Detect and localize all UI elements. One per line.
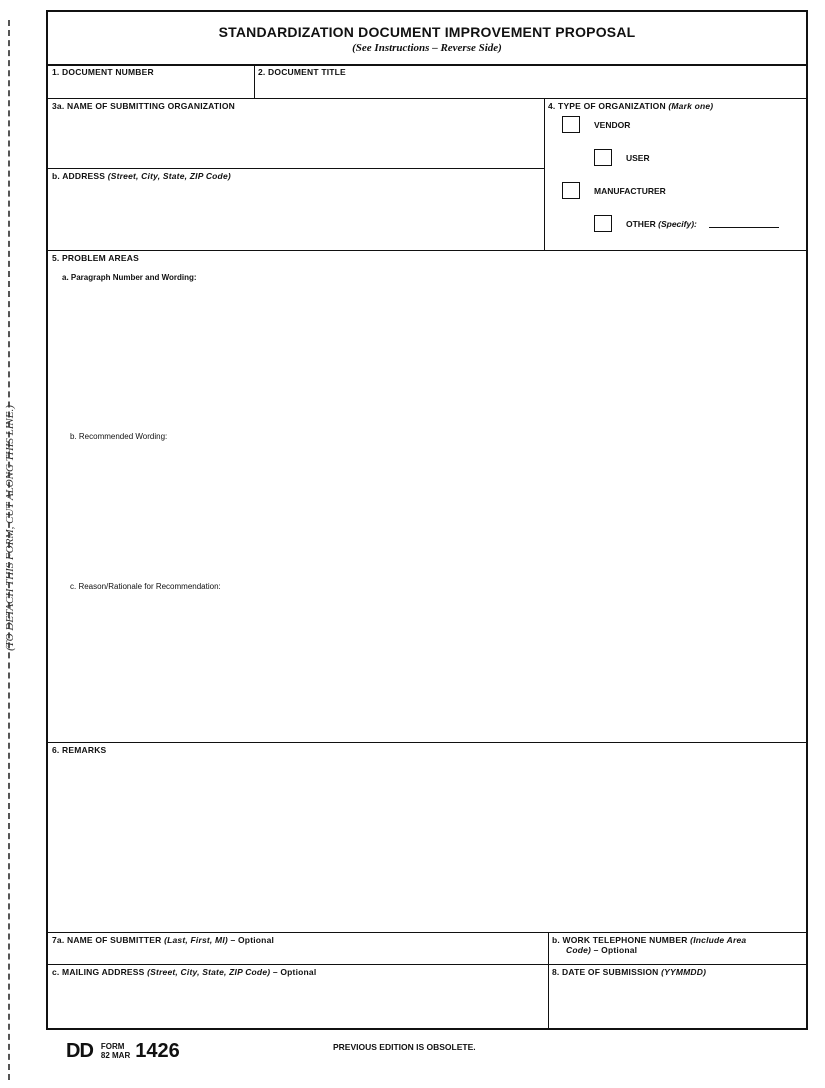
option-manufacturer[interactable] [562, 182, 666, 199]
work-telephone-note-2: Code) [566, 945, 592, 955]
dd-mark: DD [66, 1040, 93, 1062]
manufacturer-label: MANUFACTURER [594, 185, 666, 196]
option-other[interactable] [594, 215, 779, 232]
submitter-name-optional: – Optional [230, 935, 275, 945]
mailing-address-optional: – Optional [272, 967, 317, 977]
organization-type-group [544, 98, 806, 250]
form-number: 1426 [135, 1040, 180, 1062]
document-number-label: 1. DOCUMENT NUMBER [52, 67, 154, 77]
manufacturer-checkbox[interactable] [562, 182, 580, 199]
form-date: 82 MAR [100, 1051, 131, 1060]
work-telephone-optional: – Optional [593, 945, 638, 955]
form-title: STANDARDIZATION DOCUMENT IMPROVEMENT PROPOSAL [218, 24, 636, 40]
submitter-name-label: 7a. NAME OF SUBMITTER [52, 935, 162, 945]
form-subtitle: (See Instructions – Reverse Side) [352, 42, 502, 54]
mailing-address-note: (Street, City, State, ZIP Code) [147, 967, 271, 977]
mailing-address-field[interactable] [48, 964, 548, 1028]
address-label: b. ADDRESS [52, 171, 106, 181]
date-of-submission-label: 8. DATE OF SUBMISSION [552, 967, 659, 977]
user-label: USER [626, 152, 650, 163]
organization-name-label: 3a. NAME OF SUBMITTING ORGANIZATION [52, 101, 235, 111]
date-of-submission-note: (YYMMDD) [661, 967, 707, 977]
detach-note: (TO DETACH THIS FORM, CUT ALONG THIS LINE.) [4, 405, 16, 651]
other-checkbox[interactable] [594, 215, 612, 232]
option-user[interactable] [594, 149, 650, 166]
document-number-field[interactable] [48, 64, 254, 98]
work-telephone-field[interactable] [548, 932, 806, 964]
user-checkbox[interactable] [594, 149, 612, 166]
mailing-address-label: c. MAILING ADDRESS [52, 967, 145, 977]
address-field[interactable] [48, 168, 544, 250]
work-telephone-label: b. WORK TELEPHONE NUMBER [552, 935, 688, 945]
problem-areas-section[interactable] [48, 250, 806, 742]
organization-type-label: 4. TYPE OF ORGANIZATION [548, 101, 666, 111]
other-specify-line[interactable] [709, 219, 779, 228]
other-note: (Specify): [658, 218, 697, 229]
organization-type-note: (Mark one) [668, 101, 714, 111]
address-note: (Street, City, State, ZIP Code) [107, 171, 231, 181]
vendor-label: VENDOR [594, 119, 631, 130]
remarks-label: 6. REMARKS [52, 745, 107, 755]
work-telephone-note: (Include Area [690, 935, 747, 945]
date-of-submission-field[interactable] [548, 964, 806, 1028]
submitter-name-field[interactable] [48, 932, 548, 964]
other-label: OTHER [626, 218, 656, 229]
form-header [48, 12, 806, 66]
vendor-checkbox[interactable] [562, 116, 580, 133]
document-title-field[interactable] [254, 64, 806, 98]
organization-name-field[interactable] [48, 98, 544, 168]
document-title-label: 2. DOCUMENT TITLE [258, 67, 346, 77]
remarks-field[interactable] [48, 742, 806, 932]
rationale-label: c. Reason/Rationale for Recommendation: [70, 582, 221, 591]
recommended-wording-label: b. Recommended Wording: [70, 432, 168, 441]
submitter-name-note: (Last, First, MI) [164, 935, 228, 945]
form-word: FORM [100, 1042, 125, 1051]
option-vendor[interactable] [562, 116, 630, 133]
paragraph-wording-label: a. Paragraph Number and Wording: [62, 273, 197, 282]
problem-areas-label: 5. PROBLEM AREAS [52, 253, 139, 263]
improvement-proposal-form [46, 10, 808, 1030]
form-identifier [66, 1040, 180, 1063]
edition-note: PREVIOUS EDITION IS OBSOLETE. [333, 1042, 476, 1052]
